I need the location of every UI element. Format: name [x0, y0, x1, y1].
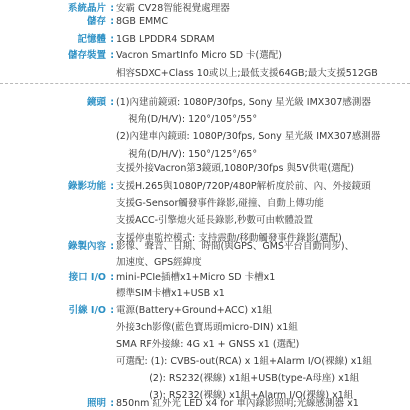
spec-value: mini-PCIe插槽x1+Micro SD 卡槽x1 — [116, 272, 276, 283]
spec-label: 儲存裝置 — [67, 50, 106, 61]
spec-value: 支援G-Sensor觸發事件錄影,碰撞、自動上傳功能 — [116, 198, 324, 209]
label-colon: : — [110, 3, 114, 14]
label-colon: : — [110, 34, 114, 45]
spec-value: 8GB EMMC — [116, 16, 168, 27]
spec-value: 加速度、GPS經緯度 — [116, 257, 202, 268]
label-colon: : — [110, 398, 114, 409]
spec-value: 支援ACC-引擎熄火延長錄影,秒數可由軟體設置 — [116, 215, 314, 226]
section-divider — [0, 83, 410, 84]
label-colon: : — [110, 181, 114, 192]
spec-value: 外接3ch影像(藍色寶馬頭micro-DIN) x1組 — [116, 322, 298, 333]
spec-value: (2): RS232(裸線) x1組+USB(type-A母座) x1組 — [116, 373, 360, 384]
spec-label: 接口 I/O — [68, 272, 106, 283]
label-colon: : — [110, 16, 114, 27]
spec-value: 安霸 CV28智能視覺處理器 — [116, 3, 230, 14]
label-colon: : — [110, 241, 114, 252]
spec-value: (3): RS232(裸線) x1組+Alarm I/O(裸線) x1組 — [116, 390, 354, 401]
spec-value: 支援H.265與1080P/720P/480P解析度於前、內、外接鏡頭 — [116, 181, 371, 192]
spec-value: 支援停車監控模式: 支持震動/移動觸發事件錄影(選配) — [116, 233, 342, 244]
spec-value: (2)內建車內鏡頭: 1080P/30fps, Sony 星光級 IMX307感測器 — [116, 131, 381, 142]
label-colon: : — [110, 305, 114, 316]
spec-label: 儲存 — [86, 16, 106, 27]
spec-label: 錄影功能 — [67, 181, 106, 192]
spec-value: 850nm 紅外光 LED x4 for 車內錄影照明;光線感測器 x1 — [116, 398, 359, 409]
spec-value: 電源(Battery+Ground+ACC) x1組 — [116, 305, 273, 316]
spec-value: Vacron SmartInfo Micro SD 卡(選配) — [116, 50, 282, 61]
spec-label: 鏡頭 — [86, 97, 106, 108]
spec-label: 引線 I/O — [68, 305, 106, 316]
spec-value: 可選配: (1): CVBS-out(RCA) x 1組+Alarm I/O(裸線) x1組 — [116, 356, 372, 367]
spec-label: 系統晶片 — [67, 3, 106, 14]
label-colon: : — [110, 50, 114, 61]
spec-value: 視角(D/H/V): 120°/105°/55° — [116, 114, 258, 125]
spec-value: 標準SIM卡槽x1+USB x1 — [116, 288, 225, 299]
spec-value: 相容SDXC+Class 10或以上;最低支援64GB;最大支援512GB — [116, 68, 378, 79]
spec-value: (1)內建前鏡頭: 1080P/30fps, Sony 星光級 IMX307感測器 — [116, 97, 371, 108]
spec-value: SMA RF外接線: 4G x1 + GNSS x1 (選配) — [116, 339, 300, 350]
label-colon: : — [110, 97, 114, 108]
spec-label: 記憶體 — [77, 34, 106, 45]
spec-value: 1GB LPDDR4 SDRAM — [116, 34, 215, 45]
spec-label: 照明 — [86, 398, 106, 409]
spec-value: 視角(D/H/V): 150°/125°/65° — [116, 149, 258, 160]
label-colon: : — [110, 272, 114, 283]
spec-label: 錄製內容 — [67, 241, 106, 252]
spec-value: 影像、聲音、日期、時間(與GPS、GMS平台自動同步)、 — [116, 241, 355, 252]
spec-value: 支援外接Vacron第3鏡頭,1080P/30fps 與5V供電(選配) — [116, 163, 354, 174]
